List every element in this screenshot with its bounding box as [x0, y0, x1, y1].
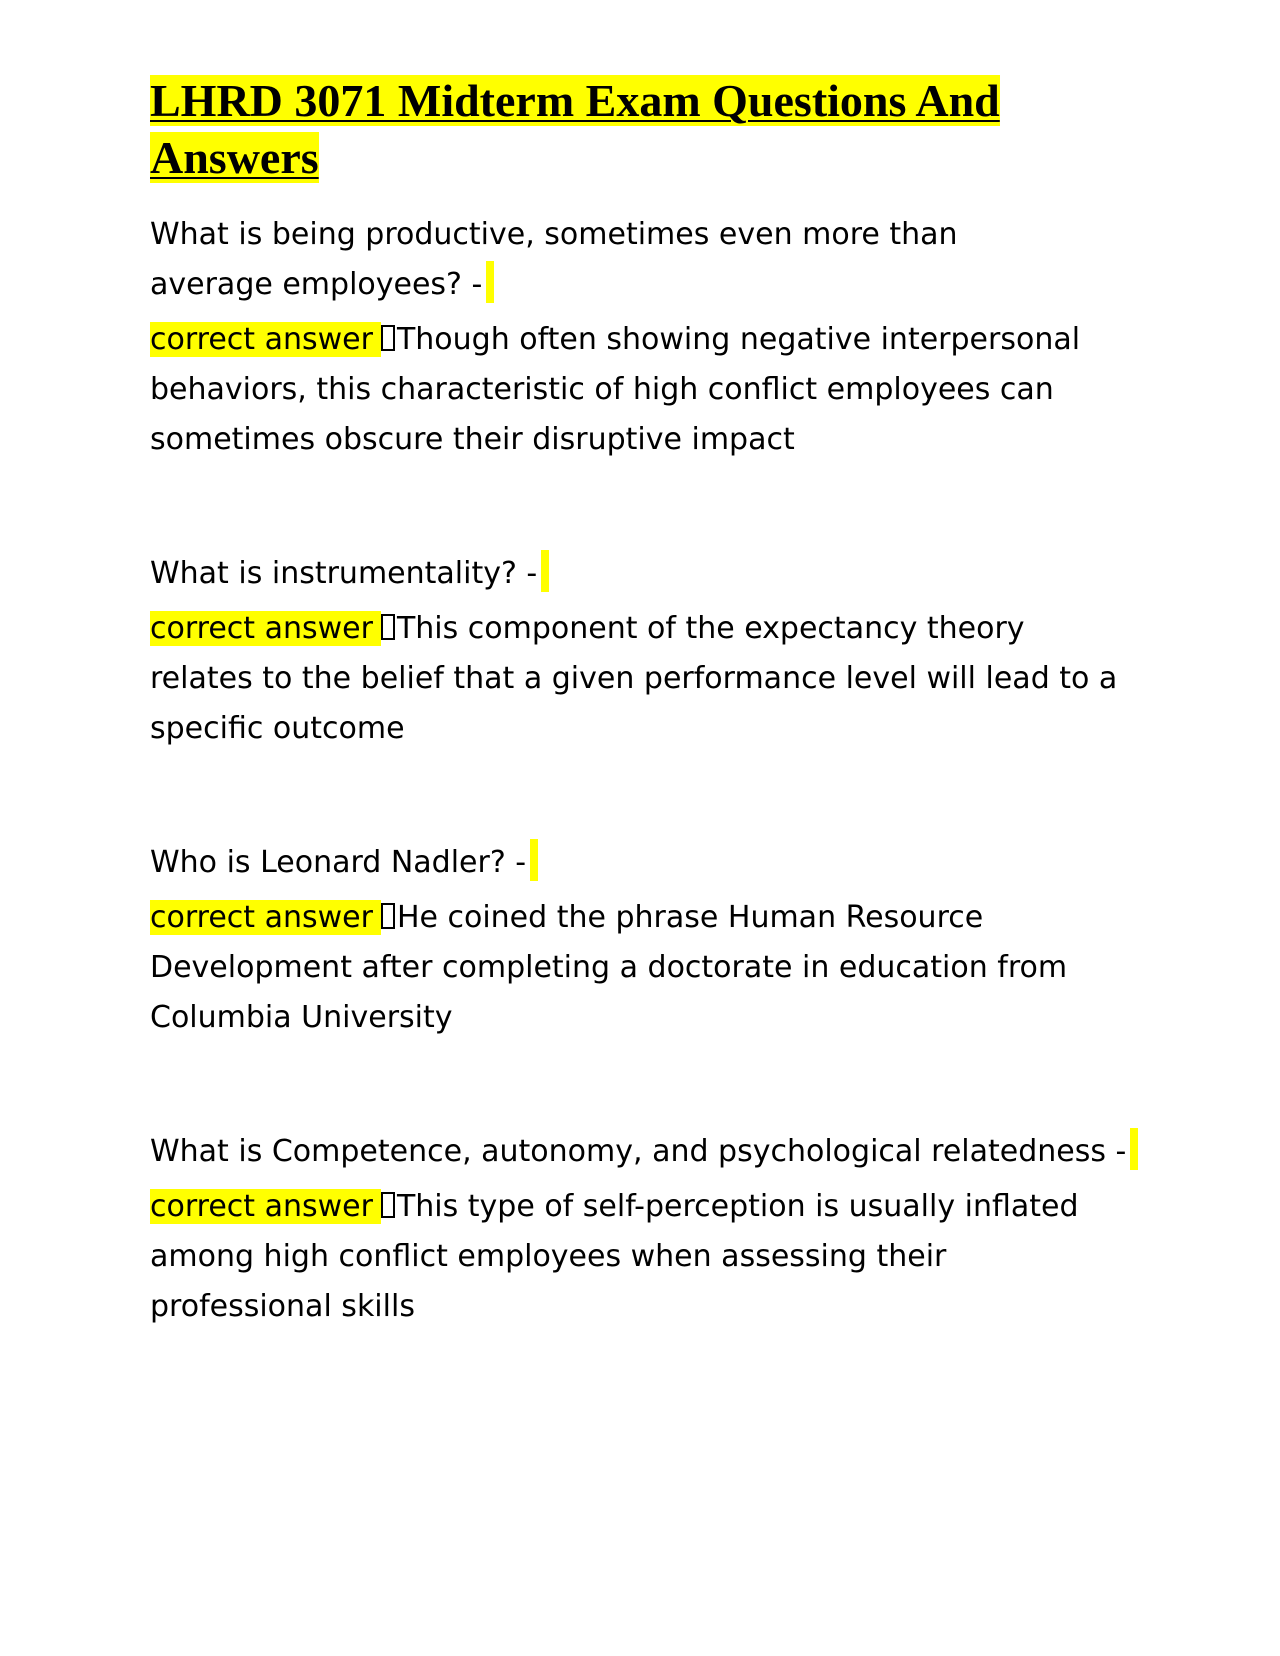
- answer-text: [150, 1182, 1130, 1332]
- answer-1-text: Though often showing negative interpersonal behaviors, this characteristic of high conflict employees can sometimes obscure their disruptive impact: [150, 322, 1081, 457]
- question-4-text: What is Competence, autonomy, and psychological relatedness -: [150, 1134, 1127, 1169]
- highlight-marker: [486, 261, 494, 303]
- highlight-marker: [1130, 1128, 1138, 1170]
- qa-item-3: [150, 838, 1130, 1043]
- document-title-text: LHRD 3071 Midterm Exam Questions And Answers: [150, 75, 1000, 183]
- question-1-text: What is being productive, sometimes even more than average employees? -: [150, 217, 958, 302]
- missing-glyph-box-icon: [381, 325, 395, 351]
- answer-label: correct answer: [150, 900, 381, 935]
- document-title: [150, 72, 1130, 186]
- answer-label: correct answer: [150, 1189, 381, 1224]
- missing-glyph-box-icon: [381, 903, 395, 929]
- answer-text: [150, 604, 1130, 754]
- qa-item-4: [150, 1127, 1130, 1332]
- missing-glyph-box-icon: [381, 1192, 395, 1218]
- answer-text: [150, 893, 1130, 1043]
- question-text: [150, 838, 1130, 888]
- qa-item-2: [150, 549, 1130, 754]
- document-page: [150, 72, 1130, 1416]
- answer-2-text: This component of the expectancy theory relates to the belief that a given performance level will lead to a specific outcome: [150, 611, 1118, 746]
- missing-glyph-box-icon: [381, 614, 395, 640]
- highlight-marker: [541, 550, 549, 592]
- answer-text: [150, 315, 1130, 465]
- answer-label: correct answer: [150, 611, 381, 646]
- answer-3-text: He coined the phrase Human Resource Development after completing a doctorate in education from Columbia University: [150, 900, 1068, 1035]
- question-text: [150, 210, 1030, 310]
- highlight-marker: [530, 839, 538, 881]
- question-text: [150, 549, 1130, 599]
- qa-item-1: [150, 210, 1130, 465]
- question-text: [150, 1127, 1130, 1177]
- question-2-text: What is instrumentality? -: [150, 556, 538, 591]
- answer-label: correct answer: [150, 322, 381, 357]
- question-3-text: Who is Leonard Nadler? -: [150, 845, 527, 880]
- answer-4-text: This type of self-perception is usually inflated among high conflict employees when assessing their professional skills: [150, 1189, 1079, 1324]
